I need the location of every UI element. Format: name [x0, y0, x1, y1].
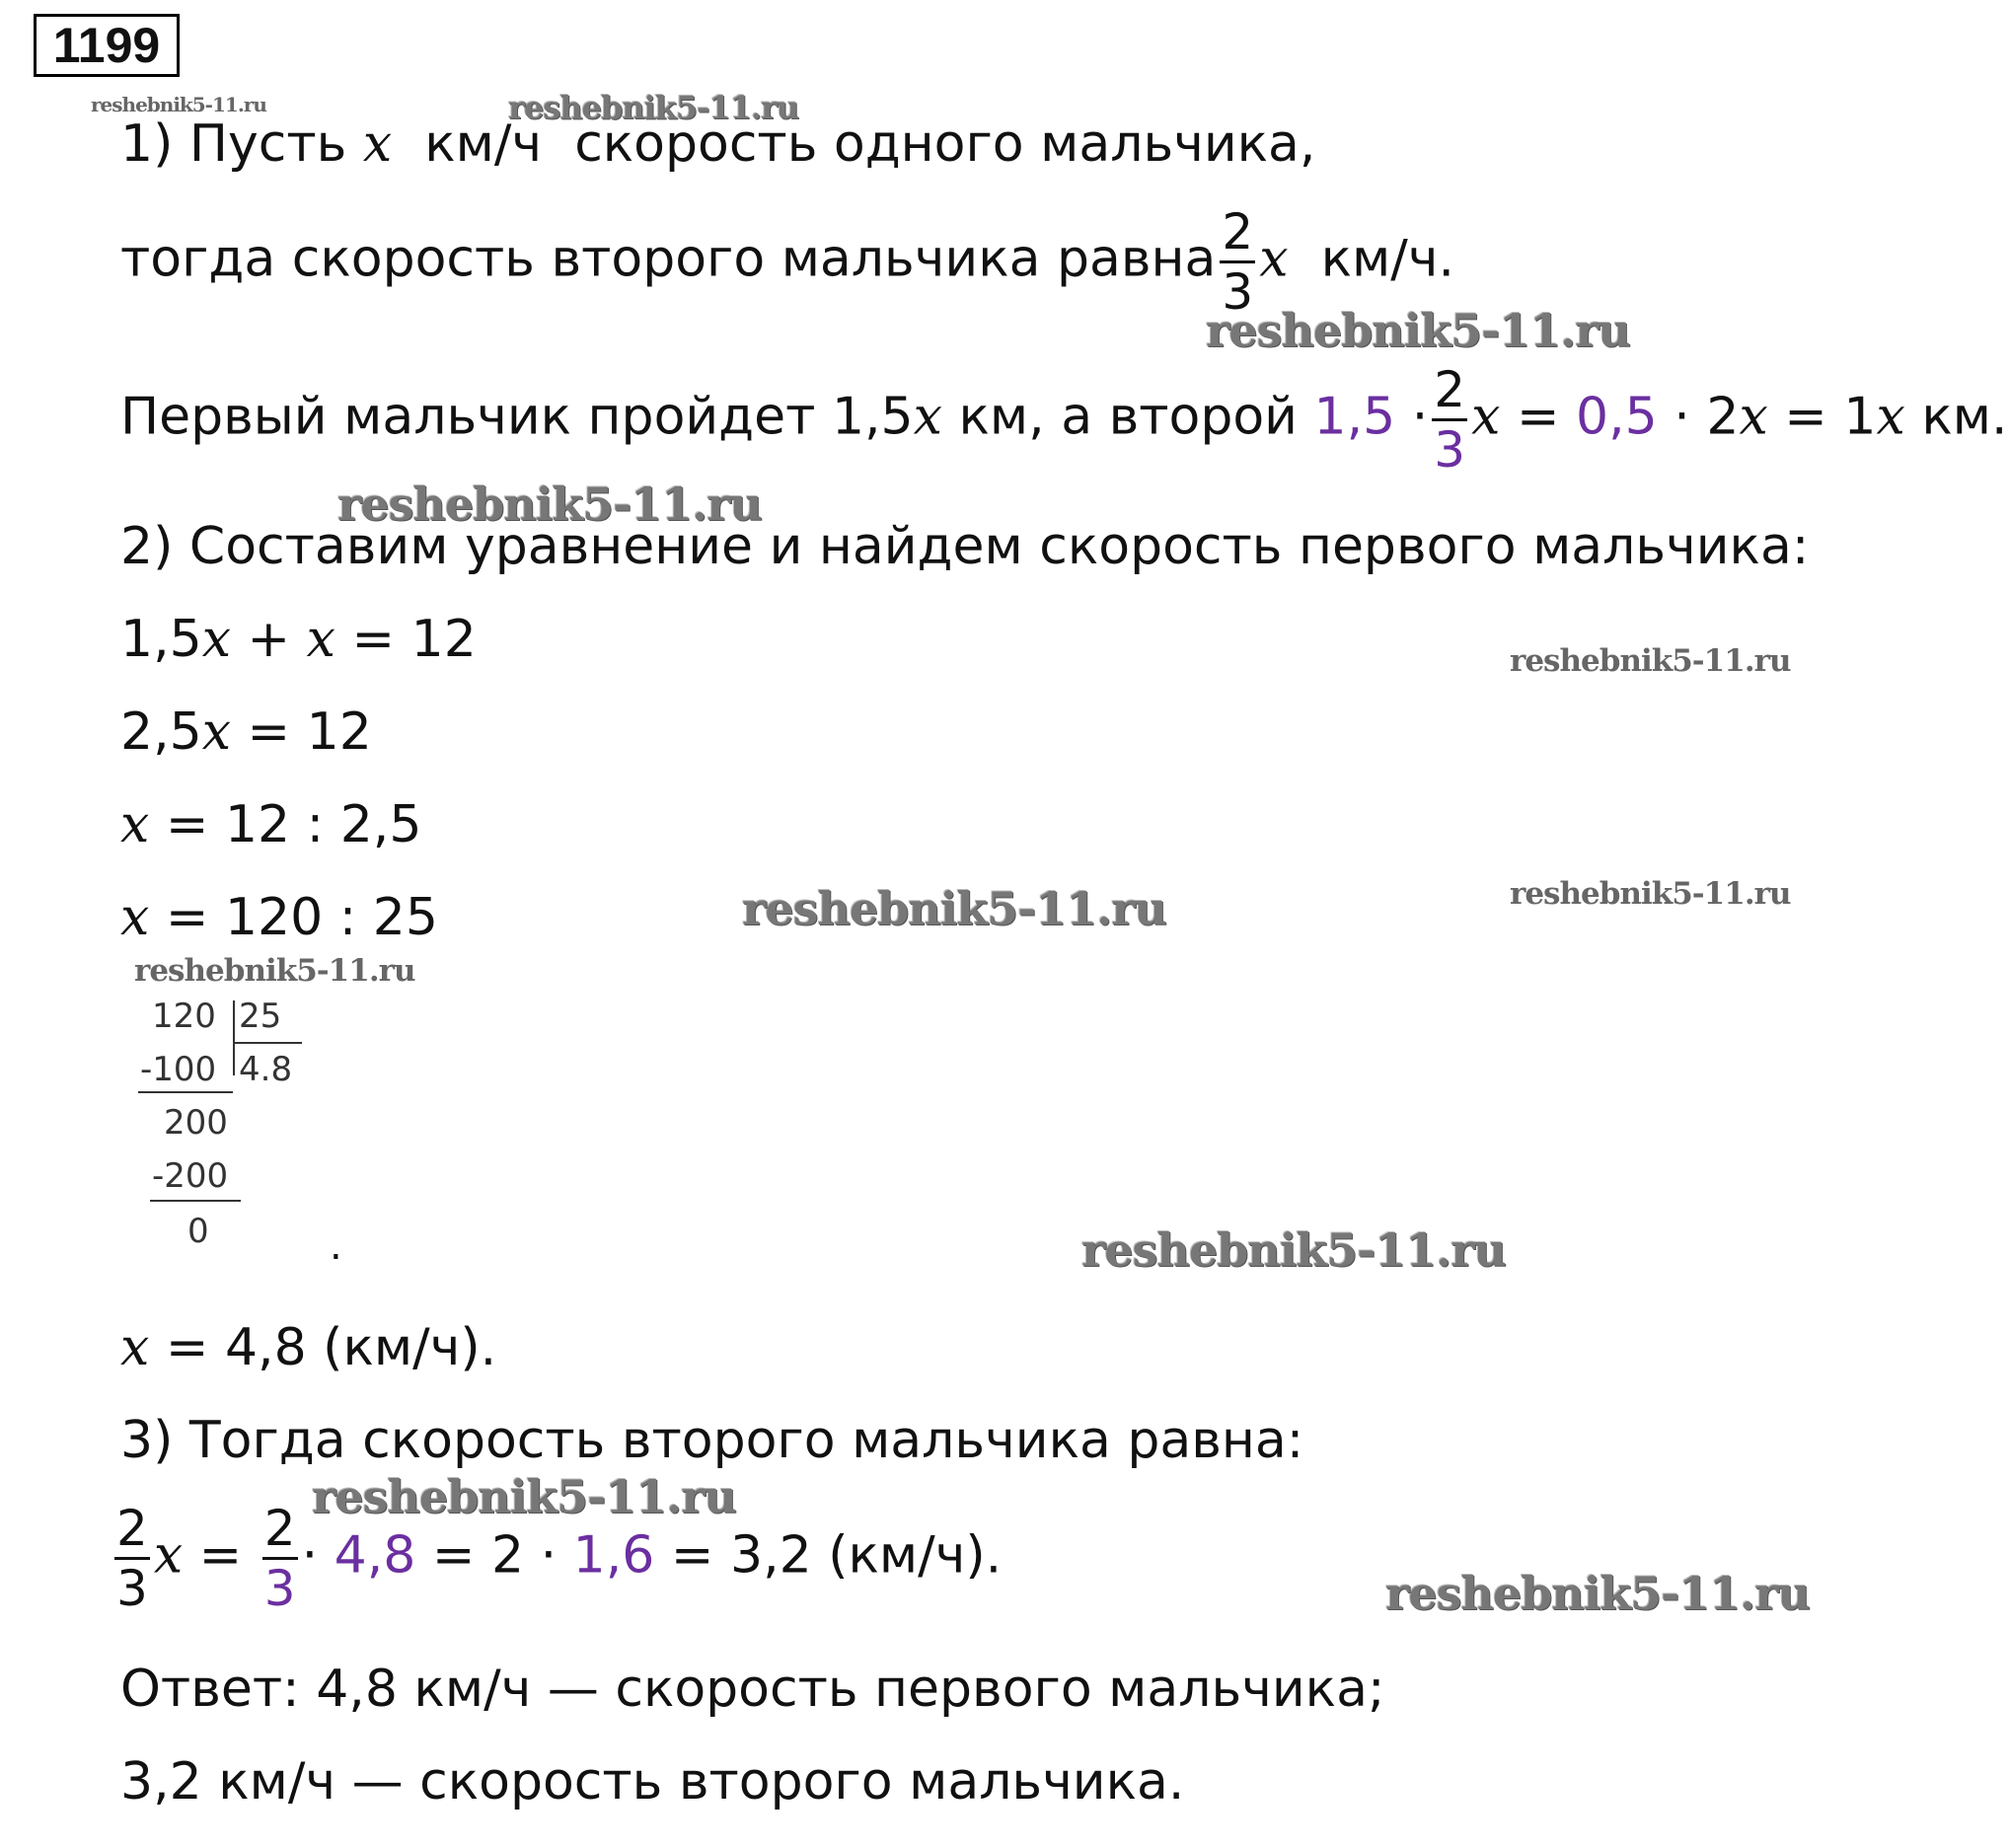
- dividend: 120: [152, 997, 216, 1036]
- watermark: reshebnik5-11.ru: [1510, 643, 1791, 679]
- remainder-2: 0: [187, 1212, 209, 1251]
- subtrahend-1: -100: [140, 1050, 217, 1089]
- watermark: reshebnik5-11.ru: [337, 478, 762, 531]
- fraction: $\frac{2}{3}$: [1434, 361, 1466, 479]
- subtraction-line: [150, 1200, 241, 1202]
- watermark: reshebnik5-11.ru: [742, 882, 1166, 935]
- line-5: 3) Тогда скорость второго мальчика равна:: [120, 1411, 1304, 1470]
- remainder-1: 200: [164, 1103, 228, 1143]
- divisor-line: [233, 1042, 302, 1044]
- watermark: reshebnik5-11.ru: [91, 93, 266, 116]
- equation-3: x = 12 : 2,5: [120, 795, 422, 854]
- line-1: 1) Пусть x км/ч скорость одного мальчика,: [120, 114, 1316, 174]
- watermark: reshebnik5-11.ru: [508, 89, 799, 126]
- fraction: $\frac{2}{3}$: [1222, 203, 1254, 321]
- equation-6: $\frac{2}{3}$ x = $\frac{2}{3}$ · 4,8 = 2 · 1,6 = 3,2 (км/ч).: [116, 1500, 1003, 1617]
- watermark: reshebnik5-11.ru: [134, 953, 415, 989]
- quotient: 4.8: [239, 1050, 293, 1089]
- line-4: 2) Составим уравнение и найдем скорость первого мальчика:: [120, 517, 1810, 576]
- watermark: reshebnik5-11.ru: [1510, 876, 1791, 912]
- problem-number: 1199: [34, 14, 180, 77]
- answer-line-1: Ответ: 4,8 км/ч — скорость первого мальчика;: [120, 1660, 1385, 1719]
- subtraction-line: [138, 1091, 233, 1093]
- watermark: reshebnik5-11.ru: [1081, 1223, 1506, 1277]
- subtrahend-2: -200: [152, 1156, 229, 1196]
- line-3: Первый мальчик пройдет 1,5x км, а второй 1,5 · $\frac{2}{3}$ x = 0,5 · 2x = 1x км.: [120, 361, 2008, 479]
- watermark: reshebnik5-11.ru: [1206, 304, 1630, 357]
- long-division: [118, 997, 335, 1263]
- equation-5: x = 4,8 (км/ч).: [120, 1318, 497, 1377]
- answer-line-2: 3,2 км/ч — скорость второго мальчика.: [120, 1752, 1185, 1811]
- division-bar: [233, 1000, 235, 1075]
- watermark: reshebnik5-11.ru: [1385, 1567, 1810, 1620]
- equation-1: 1,5x + x = 12: [120, 610, 477, 669]
- dot: .: [330, 1223, 342, 1269]
- line-2: тогда скорость второго мальчика равна $\frac{2}{3}$ x км/ч.: [120, 203, 1455, 321]
- fraction: $\frac{2}{3}$: [263, 1500, 296, 1617]
- equation-2: 2,5x = 12: [120, 702, 372, 762]
- watermark: reshebnik5-11.ru: [312, 1470, 736, 1523]
- equation-4: x = 120 : 25: [120, 888, 438, 947]
- fraction: $\frac{2}{3}$: [116, 1500, 148, 1617]
- divisor: 25: [239, 997, 282, 1036]
